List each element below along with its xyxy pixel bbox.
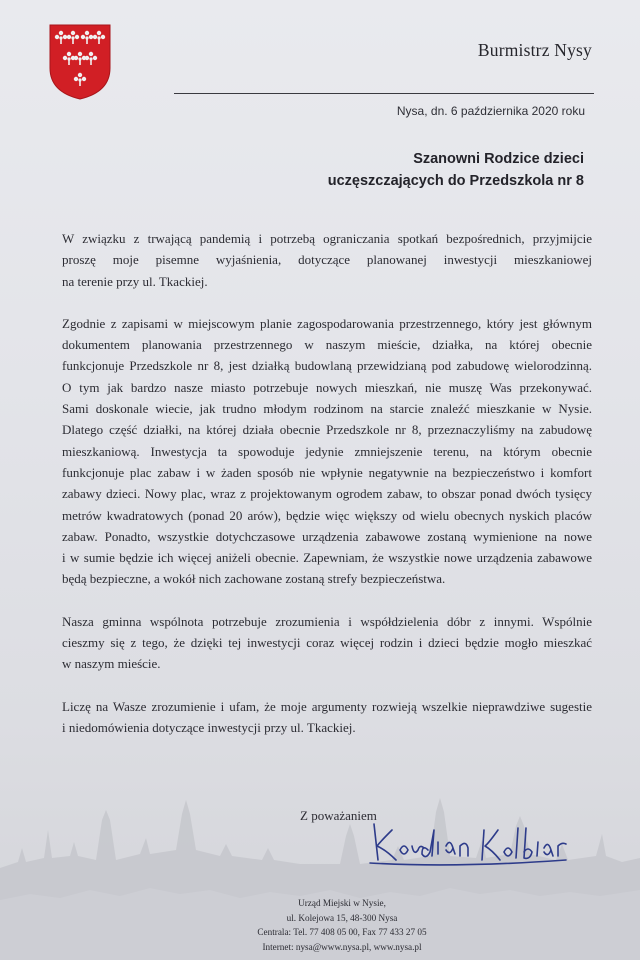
salutation [328, 148, 584, 192]
text-line: funkcjonuje Przedszkole nr 8, jest działką budowlaną przewidzianą pod zabudowę wielorodzinną. [62, 358, 592, 374]
text-line: Liczę na Wasze zrozumienie i ufam, że moje argumenty rozwieją wszelkie nieprawdziwe sugestie [62, 698, 592, 714]
salutation-line: uczęszczających do Przedszkola nr 8 [327, 173, 584, 189]
footer-line: Internet: nysa@www.nysa.pl, www.nysa.pl [262, 941, 422, 952]
text-line: Sami doskonale wiecie, jak trudno młodym rodzinom na starcie znaleźć mieszkanie w Nysie. [62, 401, 592, 417]
letter-body [62, 228, 592, 759]
text-line: metrów kwadratowych (ponad 20 arów), będzie więc większy od wielu obecnych nyskich placów [62, 507, 592, 523]
office-footer [242, 896, 442, 954]
paragraph [62, 228, 592, 292]
footer-line: ul. Kolejowa 15, 48-300 Nysa [286, 912, 398, 923]
place-date: Nysa, dn. 6 października 2020 roku [396, 104, 585, 118]
handwritten-signature-icon [366, 816, 576, 872]
footer-line: Centrala: Tel. 77 408 05 00, Fax 77 433 27 05 [257, 927, 427, 938]
text-line: na terenie przy ul. Tkackiej. [62, 273, 208, 289]
text-line: Zgodnie z zapisami w miejscowym planie zagospodarowania przestrzennego, który jest głównym [62, 315, 592, 331]
text-line: O tym jak bardzo nasze miasto potrzebuje nowych mieszkań, nie muszę Was przekonywać. [62, 379, 592, 395]
text-line: zabawy dzieci. Nowy plac, wraz z projektowanym ogrodem zabaw, to obszar ponad dwóch tysięcy [62, 486, 592, 502]
header-divider [174, 93, 594, 94]
text-line: W związku z trwającą pandemią i potrzebą ograniczania spotkań bezpośrednich, przyjmijcie [62, 231, 592, 246]
text-line: w naszym mieście. [62, 656, 161, 672]
text-line: będą bezpieczne, a wokół nich zachowane zostaną strefy bezpieczeństwa. [62, 571, 446, 587]
text-line: dokumentem planowania przestrzennego w naszym mieście, działka, na której obecnie [62, 337, 592, 353]
mayor-title: Burmistrz Nysy [477, 40, 592, 60]
nysa-coat-of-arms-icon [49, 24, 111, 100]
text-line: Dlatego część działki, na której działa obecnie Przedszkole nr 8, przeznaczyliśmy na zabudowę [62, 422, 592, 438]
text-line: i w sumie będzie ich więcej aniżeli obecnie. Zapewniam, że wszystkie nowe urządzenia zabawowe [62, 550, 592, 566]
paragraph [62, 313, 592, 590]
text-line: mieszkaniową. Inwestycja ta spowoduje jedynie zmniejszenie terenu, na którym obecnie [62, 443, 592, 459]
text-line: Nasza gminna wspólnota potrzebuje zrozumienia i współdzielenia dóbr z innymi. Wspólnie [62, 613, 592, 629]
text-line: zabaw. Ponadto, wszystkie dotychczasowe urządzenia zabawowe zostaną wymienione na nowe [62, 528, 592, 544]
text-line: cieszmy się z tego, że dzięki tej inwestycji coraz więcej rodzin i dzieci będzie mogło mieszkać [62, 635, 592, 651]
salutation-line: Szanowni Rodzice dzieci [413, 151, 584, 167]
text-line: i niedomówienia dotyczące inwestycji przy ul. Tkackiej. [62, 719, 356, 735]
text-line: proszę moje pisemne wyjaśnienia, dotyczące planowanej inwestycji mieszkaniowej [62, 252, 592, 268]
paragraph [62, 611, 592, 675]
text-line: funkcjonuje plac zabaw i w żaden sposób nie wpłynie negatywnie na bezpieczeństwo i komfort [62, 464, 592, 480]
footer-line: Urząd Miejski w Nysie, [298, 898, 386, 908]
closing-phrase: Z poważaniem [300, 808, 377, 823]
paragraph [62, 696, 592, 739]
